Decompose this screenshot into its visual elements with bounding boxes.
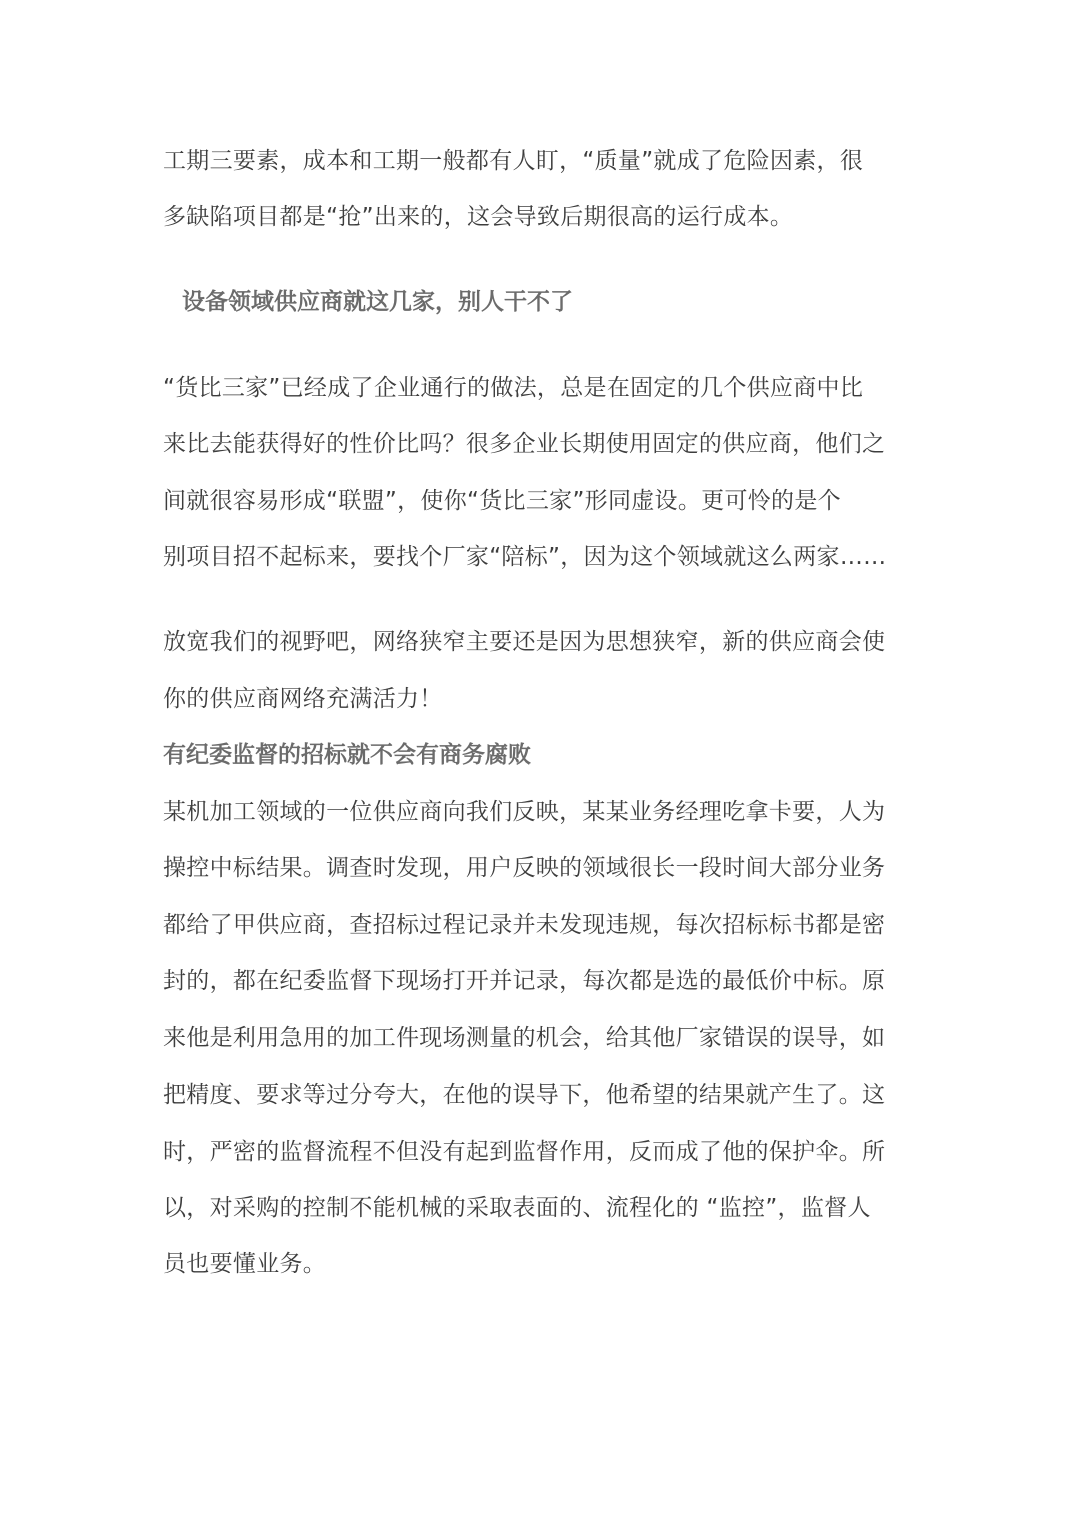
section-heading-suppliers: 设备领域供应商就这几家，别人干不了 [182,289,573,315]
paragraph-line: 来他是利用急用的加工件现场测量的机会，给其他厂家错误的误导，如 [163,1025,886,1051]
intro-line: 多缺陷项目都是“抢”出来的，这会导致后期很高的运行成本。 [163,204,794,230]
paragraph-line: 间就很容易形成“联盟”，使你“货比三家”形同虚设。更可怜的是个 [163,488,841,514]
paragraph-line: 来比去能获得好的性价比吗？很多企业长期使用固定的供应商，他们之 [163,431,886,457]
paragraph-line: 封的，都在纪委监督下现场打开并记录，每次都是选的最低价中标。原 [163,968,886,994]
paragraph-line: 以，对采购的控制不能机械的采取表面的、流程化的 “监控”，监督人 [163,1195,871,1221]
paragraph-line: 别项目招不起标来，要找个厂家“陪标”，因为这个领域就这么两家…… [163,544,887,570]
paragraph-line: 放宽我们的视野吧，网络狭窄主要还是因为思想狭窄，新的供应商会使 [163,629,886,655]
paragraph-line: 员也要懂业务。 [163,1251,327,1277]
paragraph-line: 你的供应商网络充满活力！ [163,686,443,712]
paragraph-line: “货比三家”已经成了企业通行的做法，总是在固定的几个供应商中比 [163,375,864,401]
section-heading-supervision: 有纪委监督的招标就不会有商务腐败 [163,742,531,768]
paragraph-line: 操控中标结果。调查时发现，用户反映的领域很长一段时间大部分业务 [163,855,886,881]
paragraph-line: 把精度、要求等过分夸大，在他的误导下，他希望的结果就产生了。这 [163,1082,886,1108]
paragraph-line: 某机加工领域的一位供应商向我们反映，某某业务经理吃拿卡要，人为 [163,799,886,825]
intro-line: 工期三要素，成本和工期一般都有人盯，“质量”就成了危险因素，很 [163,148,864,174]
paragraph-line: 时，严密的监督流程不但没有起到监督作用，反而成了他的保护伞。所 [163,1139,886,1165]
paragraph-line: 都给了甲供应商，查招标过程记录并未发现违规，每次招标标书都是密 [163,912,886,938]
